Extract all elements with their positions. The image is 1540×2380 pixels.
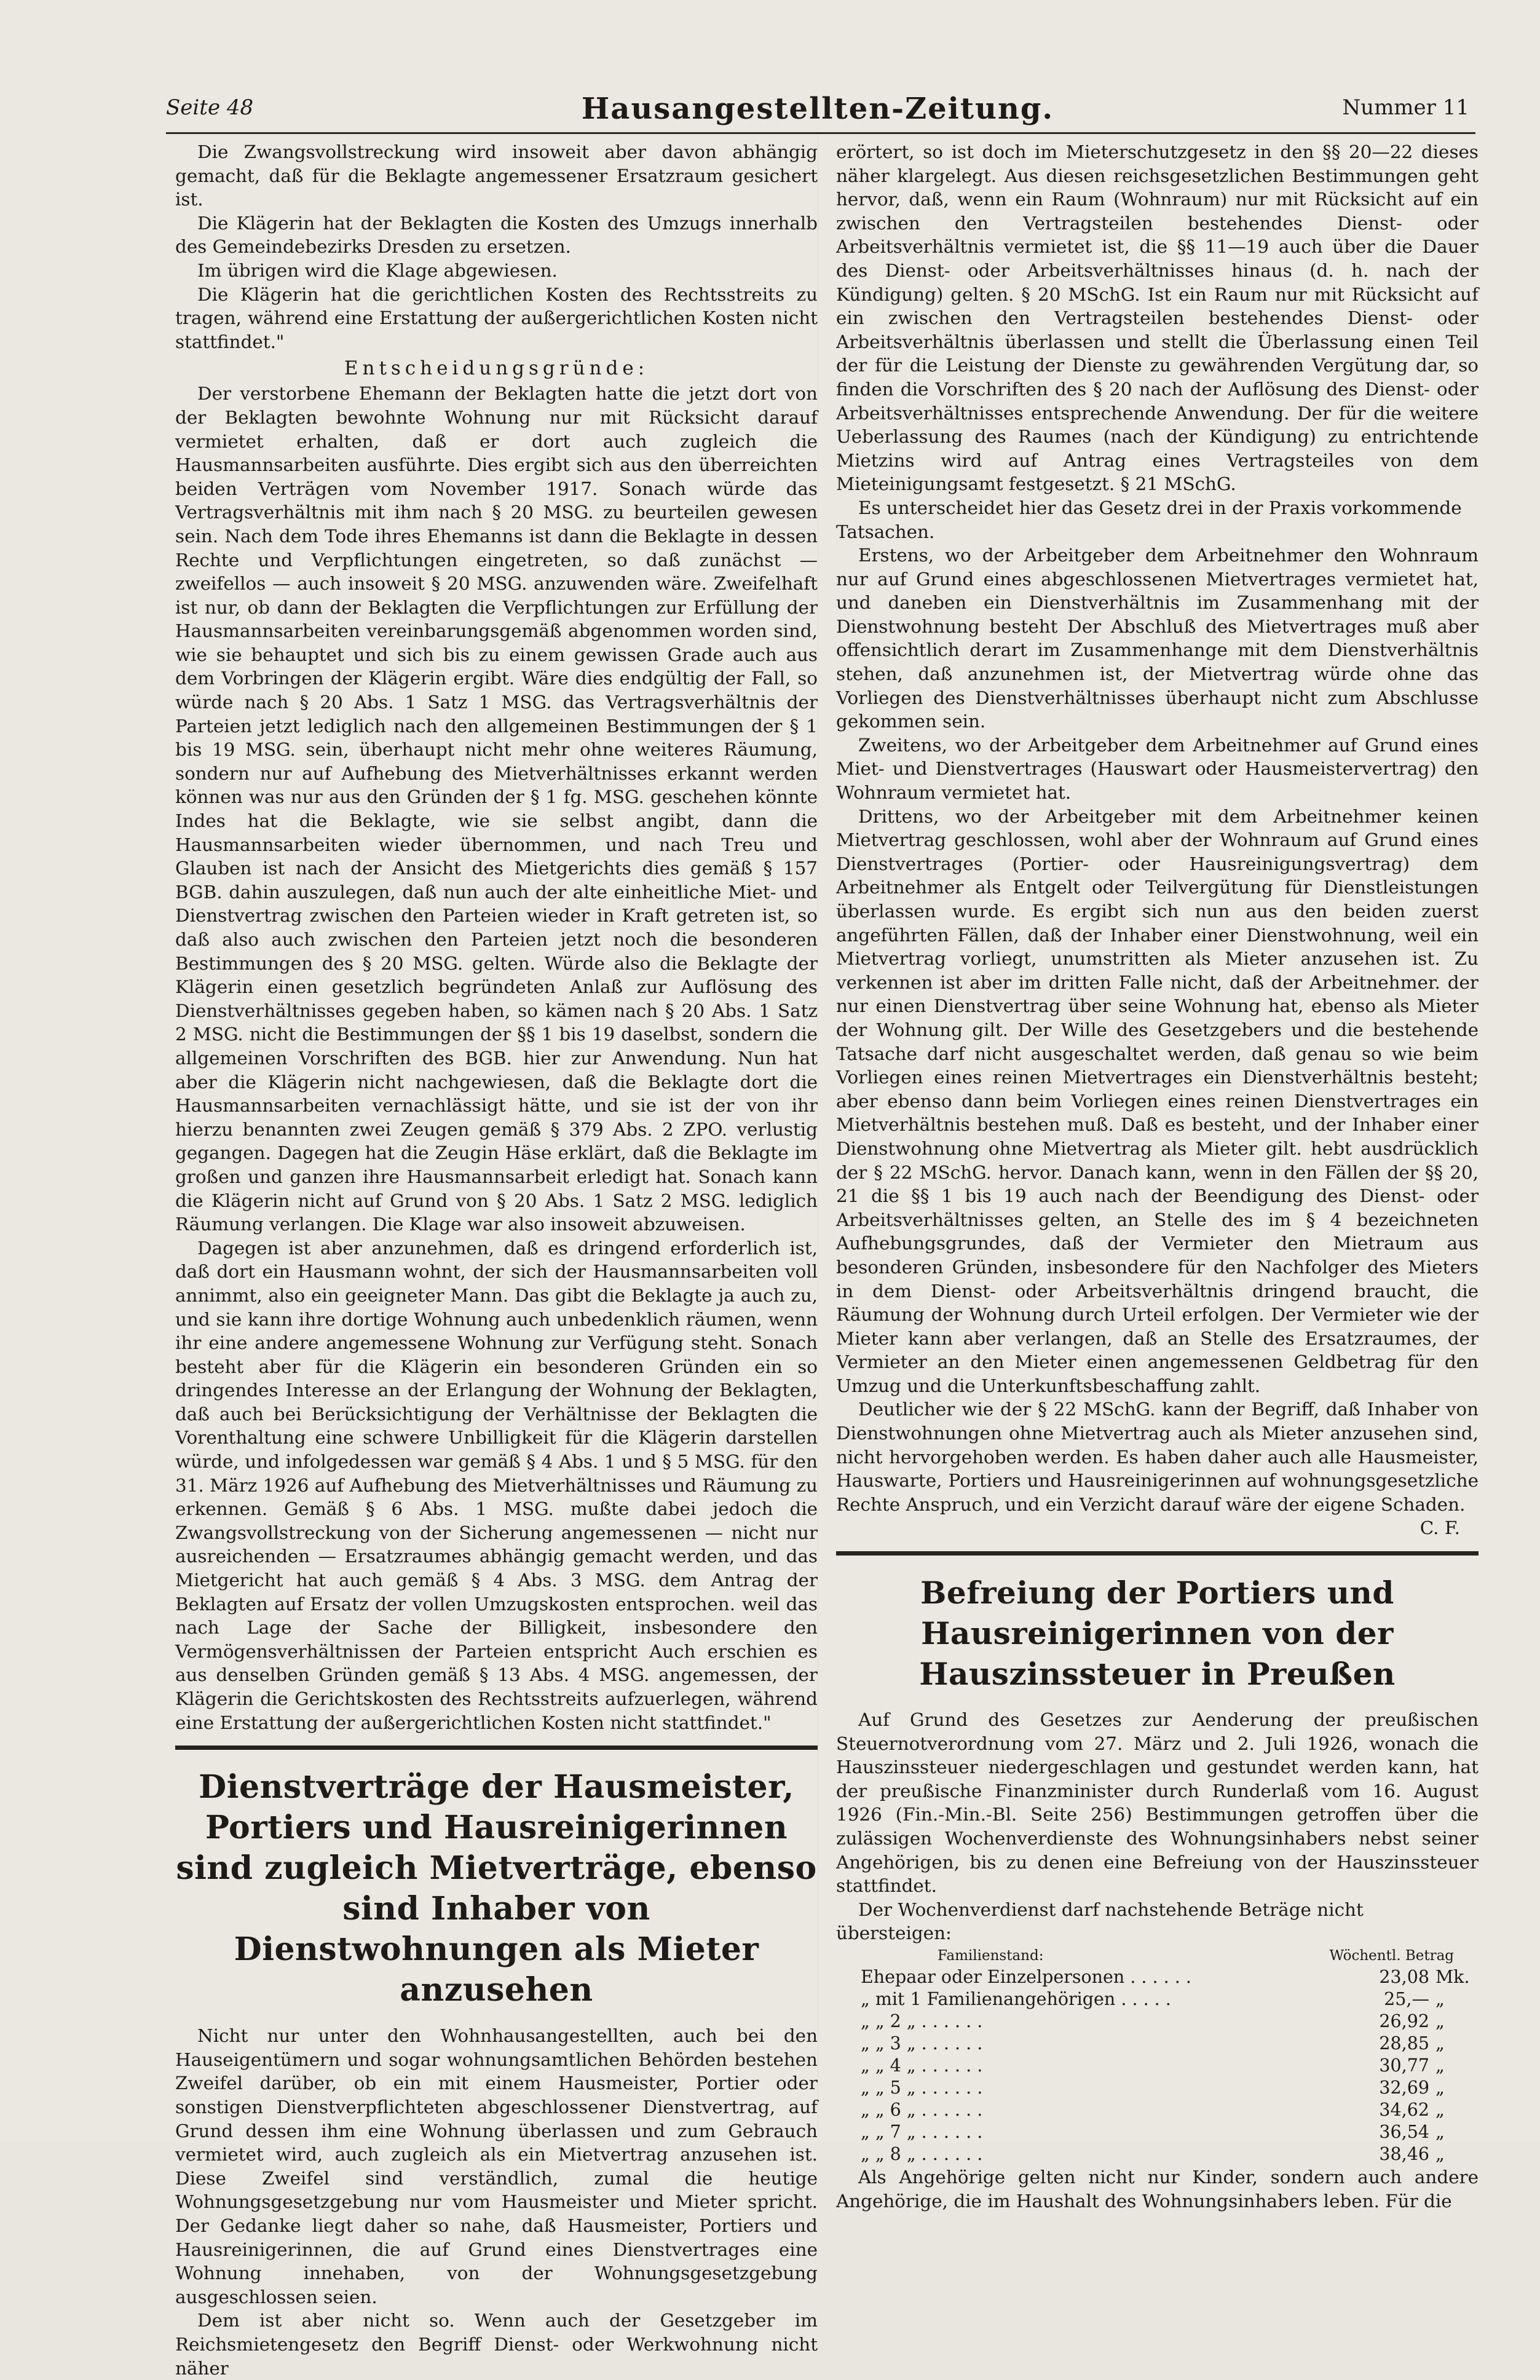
table-row [836,2121,1479,2143]
section-subheading: Entscheidungsgründe: [344,357,649,380]
table-cell-label: „ „ 4 „ . . . . . . [861,2055,983,2076]
table-header-familienstand: Familienstand: [938,1947,1044,1964]
table-row [836,1966,1479,1988]
paragraph: Im übrigen wird die Klage abgewiesen. [197,259,558,281]
left-column [175,140,818,2380]
table-cell-unit: „ [1435,2055,1445,2076]
paragraph: Der Wochenverdienst darf nachstehende Beträge nicht übersteigen: [836,1899,1364,1944]
paragraph: Erstens, wo der Arbeitgeber dem Arbeitnehmer den Wohnraum nur auf Grund eines abgeschlossenen Mietvertrages vermietet hat, und daneben ein Dienstverhältnis im Zusammenhang mit der Dienstwohnung besteht Der Abschluß des Mietvertrages muß aber offensichtlich derart im Zusammenhange mit dem Dienstverhältnis stehen, daß anzunehmen ist, der Mietvertrag würde ohne das Vorliegen des Dienstverhältnisses überhaupt nicht zum Abschlusse gekommen sein. [836,545,1479,732]
paragraph: Dagegen ist aber anzunehmen, daß es dringend erforderlich ist, daß dort ein Hausmann wohnt, der sich der Hausmannsarbeiten voll annimmt, also ein geeigneter Mann. Das gibt die Beklagte ja auch zu, und sie kann ihre dortige Wohnung auch unbedenklich räumen, wenn ihr eine andere angemessene Wohnung zur Verfügung steht. Sonach besteht aber für die Klägerin ein besonderen Gründen ein so dringendes Interesse an der Erlangung der Wohnung der Beklagten, daß auch bei Berücksichtigung der Verhältnisse der Beklagten die Vorenthaltung eine schwere Unbilligkeit für die Klägerin darstellen würde, und infolgedessen war gemäß § 4 Abs. 1 und § 5 MSG. für den 31. März 1926 auf Aufhebung des Mietverhältnisses und Räumung zu erkennen. Gemäß § 6 Abs. 1 MSG. mußte dabei jedoch die Zwangsvollstreckung von der Sicherung angemessenen — nicht nur ausreichenden — Ersatzraumes abhängig gemacht werden, und das Mietgericht hat auch gemäß § 4 Abs. 3 MSG. dem Antrag der Beklagten auf Ersatz der vollen Umzugskosten entsprochen. weil das nach Lage der Sache der Billigkeit, insbesondere den Vermögensverhältnissen der Parteien entspricht Auch erschien es aus denselben Gründen gemäß § 13 Abs. 4 MSG. angemessen, der Klägerin die Gerichtskosten des Rechtsstreits aufzuerlegen, während eine Erstattung der außergerichtlichen Kosten nicht stattfindet." [175,1237,818,1733]
table-cell-value: 36,54 [1379,2121,1429,2142]
table-cell-unit: „ [1435,2077,1445,2098]
table-cell-label: Ehepaar oder Einzelpersonen . . . . . . [861,1966,1191,1987]
article-divider [175,1745,818,1750]
paragraph: Als Angehörige gelten nicht nur Kinder, sondern auch andere Angehörige, die im Haushalt des Wohnungsinhabers leben. Für die [836,2166,1479,2212]
income-table [836,1966,1479,2165]
table-cell-unit: „ [1435,2033,1445,2054]
page-number: Seite 48 [166,95,254,120]
table-header [836,1945,1479,1966]
table-cell-value: 23,08 [1379,1966,1429,1987]
table-cell-value: 34,62 [1379,2099,1429,2120]
paragraph: Drittens, wo der Arbeitgeber mit dem Arbeitnehmer keinen Mietvertrag geschlossen, wohl aber der Wohnraum auf Grund eines Dienstvertrages (Portier- oder Hausreinigungsvertrag) dem Arbeitnehmer als Entgelt oder Teilvergütung für Dienstleistungen überlassen wurde. Es ergibt sich nun aus den beiden zuerst angeführten Fällen, daß der Inhaber einer Dienstwohnung, weil ein Mietvertrag vorliegt, unumstritten als Mieter anzusehen ist. Zu verkennen ist aber im dritten Falle nicht, daß der Arbeitnehmer. der nur einen Dienstvertrag über seine Wohnung hat, ebenso als Mieter der Wohnung gilt. Der Wille des Gesetzgebers und die bestehende Tatsache darf nicht ausgeschaltet werden, daß genau so wie beim Vorliegen eines reinen Mietvertrages ein Dienstverhältnis besteht; aber ebenso dann beim Vorliegen eines reinen Dienstvertrages ein Mietverhältnis bestehen muß. Daß es besteht, und der Inhaber einer Dienstwohnung ohne Mietvertrag als Mieter gilt. hebt ausdrücklich der § 22 MSchG. hervor. Danach kann, wenn in den Fällen der §§ 20, 21 die §§ 1 bis 19 auch nach der Beendigung des Dienst- oder Arbeitsverhältnisses gelten, an Stelle des im § 4 bezeichneten Aufhebungsgrundes, daß der Vermieter den Mietraum aus besonderen Gründen, insbesondere für den Nachfolger des Mieters in dem Dienst- oder Arbeitsverhältnis dringend braucht, die Räumung der Wohnung durch Urteil erfolgen. Der Vermieter wie der Mieter kann aber verlangen, daß an Stelle des Ersatzraumes, der Vermieter an den Mieter einen angemessenen Geldbetrag für den Umzug und die Unterkunftsbeschaffung zahlt. [836,805,1479,1396]
author-signature: C. F. [1420,1517,1460,1539]
table-cell-unit: „ [1435,2099,1445,2120]
table-cell-unit: „ [1435,1988,1445,2009]
right-column [836,140,1479,2213]
issue-number: Nummer 11 [1342,95,1469,120]
paragraph: Auf Grund des Gesetzes zur Aenderung der preußischen Steuernotverordnung vom 27. März und 2. Juli 1926, wonach die Hauszinssteuer niedergeschlagen und gestundet werden kann, hat der preußische Finanzminister durch Runderlaß vom 16. August 1926 (Fin.-Min.-Bl. Seite 256) Bestimmungen getroffen über die zulässigen Wochenverdienste des Wohnungsinhabers nebst seiner Angehörigen, bis zu denen eine Befreiung von der Hauszinssteuer stattfindet. [836,1709,1479,1897]
newspaper-title: Hausangestellten-Zeitung. [581,92,1054,126]
article-heading-block [836,1556,1479,1708]
table-row [836,2033,1479,2055]
table-cell-unit: Mk. [1435,1966,1470,1987]
paragraph: Die Zwangsvollstreckung wird insoweit aber davon abhängig gemacht, daß für die Beklagte angemessener Ersatzraum gesichert ist. [175,141,818,210]
table-cell-value: 25,— [1384,1988,1429,2009]
table-cell-label: „ „ 5 „ . . . . . . [861,2077,983,2098]
table-row [836,2077,1479,2099]
paragraph: Es unterscheidet hier das Gesetz drei in der Praxis vorkommende Tatsachen. [836,497,1462,542]
table-cell-value: 32,69 [1379,2077,1429,2098]
paragraph: Die Klägerin hat der Beklagten die Kosten des Umzugs innerhalb des Gemeindebezirks Dresden zu ersetzen. [175,212,818,258]
article-heading: Dienstverträge der Hausmeister, Portiers und Hausreinigerinnen sind zugleich Mietverträge, ebenso sind Inhaber von Dienstwohnungen als Mieter anzusehen [176,1768,817,2009]
table-cell-unit: „ [1435,2121,1445,2142]
table-row [836,2143,1479,2165]
table-row [836,2099,1479,2121]
table-cell-label: „ mit 1 Familienangehörigen . . . . . [861,1988,1171,2009]
table-header-betrag: Wöchentl. Betrag [1329,1947,1454,1964]
paragraph: Zweitens, wo der Arbeitgeber dem Arbeitnehmer auf Grund eines Miet- und Dienstvertrages (Hauswart oder Hausmeistervertrag) den Wohnraum vermietet hat. [836,734,1479,804]
paragraph: Die Klägerin hat die gerichtlichen Kosten des Rechtsstreits zu tragen, während eine Erstattung der außergerichtlichen Kosten nicht stattfindet." [175,283,818,352]
paragraph: Nicht nur unter den Wohnhausangestellten, auch bei den Hauseigentümern und sogar wohnungsamtlichen Behörden bestehen Zweifel darüber, ob ein mit einem Hausmeister, Portier oder sonstigen Dienstverpflichteten abgeschlossener Dienstvertrag, auf Grund dessen ihm eine Wohnung überlassen und zum Gebrauch vermietet wird, auch zugleich als ein Mietvertrag anzusehen ist. Diese Zweifel sind verständlich, zumal die heutige Wohnungsgesetzgebung nur vom Hausmeister und Mieter spricht. Der Gedanke liegt daher so nahe, daß Hausmeister, Portiers und Hausreinigerinnen, die auf Grund eines Dienstvertrages eine Wohnung innehaben, von der Wohnungsgesetzgebung ausgeschlossen seien. [175,2025,818,2307]
table-cell-value: 28,85 [1379,2033,1429,2054]
table-cell-value: 30,77 [1379,2055,1429,2076]
paragraph: Dem ist aber nicht so. Wenn auch der Gesetzgeber im Reichsmietengesetz den Begriff Dienst- oder Werkwohnung nicht näher [175,2310,818,2379]
table-cell-label: „ „ 2 „ . . . . . . [861,2010,983,2031]
header-rule [166,132,1475,134]
table-cell-value: 38,46 [1379,2143,1429,2164]
table-cell-label: „ „ 8 „ . . . . . . [861,2143,983,2164]
table-cell-unit: „ [1435,2143,1445,2164]
paragraph: Deutlicher wie der § 22 MSchG. kann der Begriff, daß Inhaber von Dienstwohnungen ohne Mietvertrag auch als Mieter anzusehen sind, nicht hervorgehoben werden. Es haben daher auch alle Hausmeister, Hauswarte, Portiers und Hausreinigerinnen auf wohnungsgesetzliche Rechte Anspruch, und ein Verzicht darauf wäre der eigene Schaden. [836,1399,1479,1515]
article-heading-block [175,1750,818,2024]
table-row [836,2055,1479,2077]
table-cell-label: „ „ 6 „ . . . . . . [861,2099,983,2120]
table-cell-label: „ „ 3 „ . . . . . . [861,2033,983,2054]
table-row [836,2010,1479,2033]
article-heading: Befreiung der Portiers und Hausreinigerinnen von der Hauszinssteuer in Preußen [919,1575,1396,1693]
paragraph: Der verstorbene Ehemann der Beklagten hatte die jetzt dort von der Beklagten bewohnte Wohnung nur mit Rücksicht darauf vermietet erhalten, daß er dort auch zugleich die Hausmannsarbeiten ausführte. Dies ergibt sich aus den überreichten beiden Verträgen vom November 1917. Sonach würde das Vertragsverhältnis mit ihm nach § 20 MSG. zu beurteilen gewesen sein. Nach dem Tode ihres Ehemanns ist dann die Beklagte in dessen Rechte und Verpflichtungen eingetreten, so daß zunächst — zweifellos — auch insoweit § 20 MSG. anzuwenden wäre. Zweifelhaft ist nur, ob dann der Beklagten die Verpflichtungen zur Erfüllung der Hausmannsarbeiten vereinbarungsgemäß abgenommen worden sind, wie sie behauptet und sich bis zu einem gewissen Grade auch aus dem Vorbringen der Klägerin ergibt. Wäre dies endgültig der Fall, so würde nach § 20 Abs. 1 Satz 1 MSG. das Vertragsverhältnis der Parteien jetzt lediglich nach den allgemeinen Bestimmungen der § 1 bis 19 MSG. sein, überhaupt nicht mehr ohne weiteres Räumung, sondern nur auf Aufhebung des Mietverhältnisses erkannt werden können was nur aus den Gründen der § 1 fg. MSG. geschehen könnte Indes hat die Beklagte, wie sie selbst angibt, dann die Hausmannsarbeiten wieder übernommen, und nach Treu und Glauben ist nach der Ansicht des Mietgerichts dies gemäß § 157 BGB. dahin auszulegen, daß nun auch der alte einheitliche Miet- und Dienstvertrag zwischen den Parteien wieder in Kraft getreten ist, so daß also auch zwischen den Parteien jetzt noch die besonderen Bestimmungen des § 20 MSG. gelten. Würde also die Beklagte der Klägerin einen gesetzlich begründeten Anlaß zur Auflösung des Dienstverhältnisses gegeben haben, so kämen nach § 20 Abs. 1 Satz 2 MSG. nicht die Bestimmungen der §§ 1 bis 19 daselbst, sondern die allgemeinen Vorschriften des BGB. hier zur Anwendung. Nun hat aber die Klägerin nicht nachgewiesen, daß die Beklagte dort die Hausmannsarbeiten vernachlässigt hätte, und sie ist der von ihr hierzu benannten zwei Zeugen gemäß § 379 Abs. 2 ZPO. verlustig gegangen. Dagegen hat die Zeugin Häse erklärt, daß die Beklagte im großen und ganzen ihre Hausmannsarbeit erledigt hat. Sonach kann die Klägerin nicht auf Grund von § 20 Abs. 1 Satz 2 MSG. lediglich Räumung verlangen. Die Klage war also insoweit abzuweisen. [175,383,818,1235]
table-row [836,1988,1479,2010]
table-cell-unit: „ [1435,2010,1445,2031]
paragraph: erörtert, so ist doch im Mieterschutzgesetz in den §§ 20—22 dieses näher klargelegt. Aus diesen reichsgesetzlichen Bestimmungen geht hervor, daß, wenn ein Raum (Wohnraum) nur mit Rücksicht auf ein zwischen den Vertragsteilen bestehendes Dienst- oder Arbeitsverhältnis vermietet ist, die §§ 11—19 auch über die Dauer des Dienst- oder Arbeitsverhältnisses hinaus (d. h. nach der Kündigung) gelten. § 20 MSchG. Ist ein Raum nur mit Rücksicht auf ein zwischen den Vertragsteilen bestehendes Dienst- oder Arbeitsverhältnis überlassen und stellt die Überlassung einen Teil der für die Leistung der Dienste zu gewährenden Vergütung dar, so finden die Vorschriften des § 20 nach der Auflösung des Dienst- oder Arbeitsverhältnisses entsprechende Anwendung. Der für die weitere Ueberlassung des Raumes (nach der Kündigung) zu entrichtende Mietzins wird auf Antrag eines Vertragsteiles von dem Mieteinigungsamt festgesetzt. § 21 MSchG. [836,141,1479,495]
table-cell-value: 26,92 [1379,2010,1429,2031]
article-divider [836,1551,1479,1556]
table-cell-label: „ „ 7 „ . . . . . . [861,2121,983,2142]
